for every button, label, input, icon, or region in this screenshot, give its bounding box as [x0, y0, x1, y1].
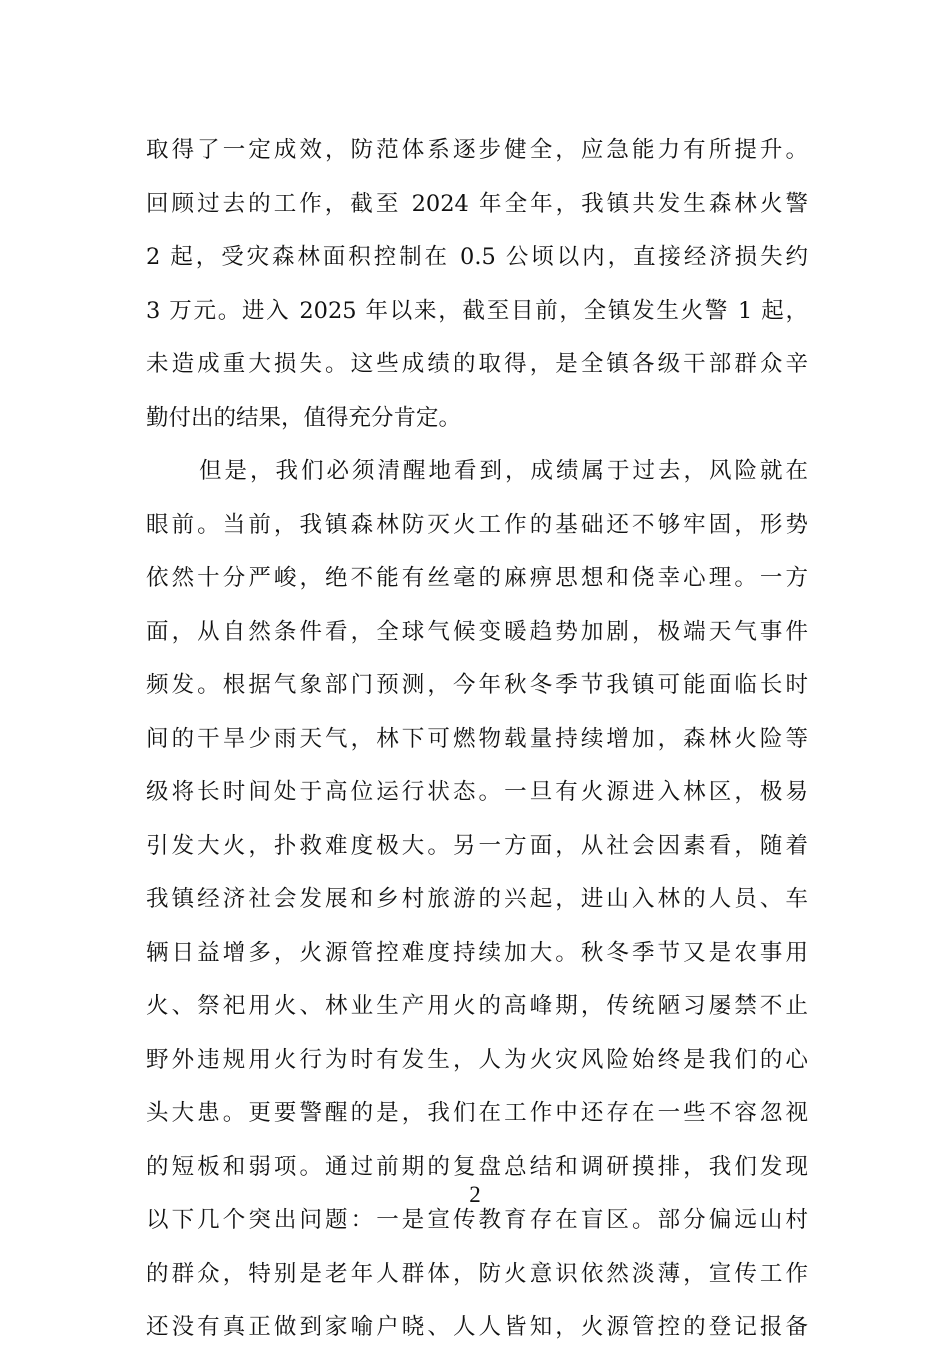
text-line: 未造成重大损失。这些成绩的取得，是全镇各级干部群众辛: [146, 351, 808, 377]
text-line: 的群众，特别是老年人群体，防火意识依然淡薄，宣传工作: [146, 1260, 808, 1287]
paragraph: [146, 445, 808, 1355]
text-line: 还没有真正做到家喻户晓、人人皆知，火源管控的登记报备: [146, 1314, 808, 1340]
text-line: 频发。根据气象部门预测，今年秋冬季节我镇可能面临长时: [146, 672, 808, 698]
text-line: 勤付出的结果，值得充分肯定。: [146, 404, 462, 431]
text-line: 2 起，受灾森林面积控制在 0.5 公顷以内，直接经济损失约: [146, 244, 808, 270]
text-line: 但是，我们必须清醒地看到，成绩属于过去，风险就在: [199, 458, 808, 484]
text-line: 以下几个突出问题：一是宣传教育存在盲区。部分偏远山村: [146, 1207, 808, 1233]
paragraph: [146, 124, 808, 445]
text-line: 取得了一定成效，防范体系逐步健全，应急能力有所提升。: [146, 137, 808, 163]
page-number: 2: [469, 1182, 481, 1207]
text-line: 3 万元。进入 2025 年以来，截至目前，全镇发生火警 1 起，: [146, 297, 808, 324]
text-line: 头大患。更要警醒的是，我们在工作中还存在一些不容忽视: [146, 1100, 808, 1126]
text-line: 面，从自然条件看，全球气候变暖趋势加剧，极端天气事件: [146, 618, 808, 645]
text-line: 依然十分严峻，绝不能有丝毫的麻痹思想和侥幸心理。一方: [146, 565, 808, 591]
text-line: 回顾过去的工作，截至 2024 年全年，我镇共发生森林火警: [146, 190, 808, 217]
text-line: 眼前。当前，我镇森林防灭火工作的基础还不够牢固，形势: [146, 511, 808, 538]
text-line: 级将长时间处于高位运行状态。一旦有火源进入林区，极易: [146, 779, 808, 805]
text-line: 野外违规用火行为时有发生，人为火灾风险始终是我们的心: [146, 1046, 808, 1073]
body-text: [146, 124, 808, 1355]
text-line: 引发大火，扑救难度极大。另一方面，从社会因素看，随着: [146, 832, 808, 859]
text-line: 辆日益增多，火源管控难度持续加大。秋冬季节又是农事用: [146, 939, 808, 966]
text-line: 的短板和弱项。通过前期的复盘总结和调研摸排，我们发现: [146, 1153, 808, 1180]
text-line: 火、祭祀用火、林业生产用火的高峰期，传统陋习屡禁不止: [146, 993, 808, 1019]
text-line: 我镇经济社会发展和乡村旅游的兴起，进山入林的人员、车: [146, 886, 808, 912]
text-line: 间的干旱少雨天气，林下可燃物载量持续增加，森林火险等: [146, 725, 808, 752]
